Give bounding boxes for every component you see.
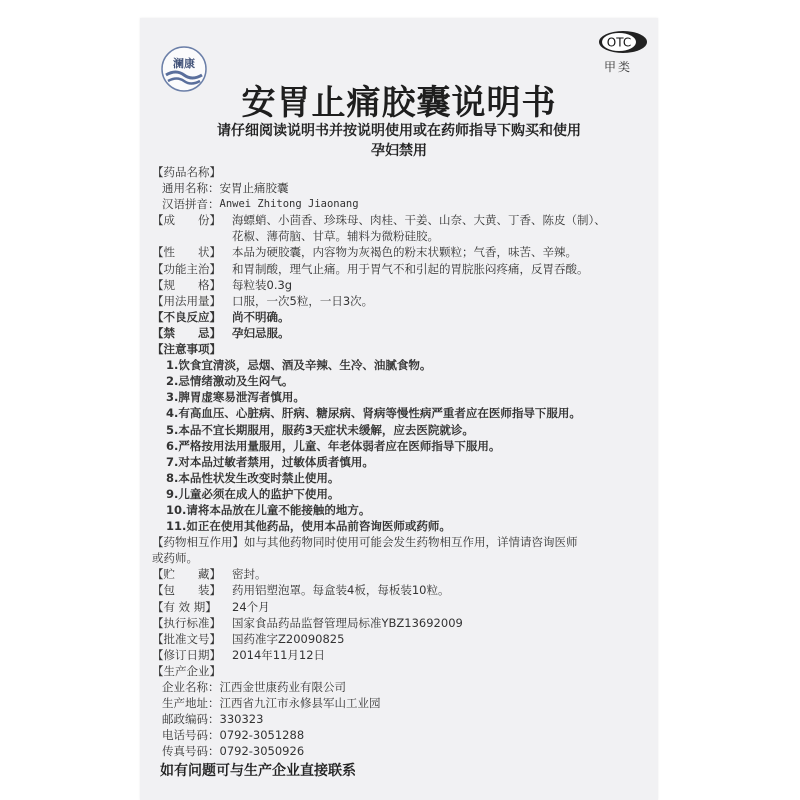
storage-value: 密封。 [232,567,267,582]
manufacturer-address-value: 江西省九江市永修县军山工业园 [219,696,381,711]
spec-label: 【规 格】 [152,277,221,292]
manufacturer-zip-label: 邮政编码： [162,712,220,727]
package-label: 【包 装】 [152,583,221,598]
precaution-item: 6.严格按用法用量服用，儿童、年老体弱者应在医师指导下服用。 [166,438,501,453]
composition-row [152,212,652,228]
adverse-label: 【不良反应】 [152,309,221,324]
interaction-row [152,534,652,550]
indication-value: 和胃制酸，理气止痛。用于胃气不和引起的胃脘胀闷疼痛，反胃吞酸。 [232,261,589,276]
package-value: 药用铝塑泡罩。每盒装4板，每板装10粒。 [232,583,450,598]
generic-name-label: 通用名称： [162,181,220,196]
manufacturer-name-row [152,679,652,695]
revision-row [152,647,652,663]
storage-label: 【贮 藏】 [152,567,221,582]
manufacturer-heading: 【生产企业】 [152,663,221,678]
revision-label: 【修订日期】 [152,647,221,662]
indication-label: 【功能主治】 [152,261,221,276]
manufacturer-tel-row [152,727,652,743]
precaution-item: 5.本品不宜长期服用，服药3天症状未缓解，应去医院就诊。 [166,422,474,437]
drug-name-heading: 【药品名称】 [152,165,221,179]
interaction-label: 【药物相互作用】 [152,535,244,550]
validity-value: 24个月 [232,599,270,614]
manufacturer-zip-row [152,711,652,727]
dosage-row [152,293,652,309]
manufacturer-fax-row [152,743,652,759]
standard-row [152,615,652,631]
spec-row [152,277,652,293]
contact-footer: 如有问题可与生产企业直接联系 [160,763,356,779]
precaution-item: 7.对本品过敏者禁用，过敏体质者慎用。 [166,454,374,469]
pinyin-label: 汉语拼音： [162,197,220,212]
composition-value-2: 花椒、薄荷脑、甘草。辅料为微粉硅胶。 [232,229,439,244]
manufacturer-name-value: 江西金世康药业有限公司 [219,680,346,694]
precaution-item: 11.如正在使用其他药品，使用本品前咨询医师或药师。 [166,519,451,534]
revision-value: 2014年11月12日 [232,647,326,662]
manufacturer-name-label: 企业名称： [162,680,220,694]
brand-logo-text: 澜康 [173,57,195,70]
leaflet-content [152,164,652,759]
composition-value-1: 海螵蛸、小茴香、珍珠母、肉桂、干姜、山奈、大黄、丁香、陈皮（制）、 [232,213,606,228]
pinyin-row [152,196,652,212]
contraindication-value: 孕妇忌服。 [232,325,290,340]
approval-label: 【批准文号】 [152,631,221,646]
adverse-row [152,309,652,325]
manufacturer-address-label: 生产地址： [162,696,220,711]
usage-notice: 请仔细阅读说明书并按说明使用或在药师指导下购买和使用 [217,123,581,139]
precaution-item: 3.脾胃虚寒易泄泻者慎用。 [166,390,305,405]
character-row [152,244,652,260]
precautions-heading: 【注意事项】 [152,342,221,357]
character-value: 本品为硬胶囊，内容物为灰褐色的粉末状颗粒；气香，味苦、辛辣。 [232,245,577,260]
contraindication-label: 【禁 忌】 [152,325,221,340]
document-title: 安胃止痛胶囊说明书 [241,83,557,123]
precaution-item: 2.忌情绪激动及生闷气。 [166,374,294,389]
interaction-value-1: 如与其他药物同时使用可能会发生药物相互作用，详情请咨询医师 [244,535,578,550]
precaution-item: 10.请将本品放在儿童不能接触的地方。 [166,502,371,517]
manufacturer-address-row [152,695,652,711]
indication-row [152,261,652,277]
generic-name-value: 安胃止痛胶囊 [219,181,289,196]
standard-value: 国家食品药品监督管理局标准YBZ13692009 [232,615,463,630]
character-label: 【性 状】 [152,245,221,260]
otc-badge [598,30,648,54]
package-row [152,582,652,598]
approval-value: 国药准字Z20090825 [232,631,345,646]
manufacturer-zip-value: 330323 [219,712,264,727]
manufacturer-tel-value: 0792-3051288 [219,728,305,743]
approval-row [152,631,652,647]
precaution-item: 8.本品性状发生改变时禁止使用。 [166,470,340,485]
precaution-item: 9.儿童必须在成人的监护下使用。 [166,486,340,501]
precaution-item: 1.饮食宜清淡，忌烟、酒及辛辣、生冷、油腻食物。 [166,358,432,373]
otc-class-label: 甲类 [604,60,633,74]
manufacturer-fax-label: 传真号码： [162,744,220,759]
validity-row [152,599,652,615]
precaution-item: 4.有高血压、心脏病、肝病、糖尿病、肾病等慢性病严重者应在医师指导下服用。 [166,406,581,421]
storage-row [152,566,652,582]
validity-label: 【有 效 期】 [152,599,217,614]
otc-badge-text: OTC [606,35,632,50]
adverse-value: 尚不明确。 [232,309,290,324]
manufacturer-tel-label: 电话号码： [162,728,220,743]
dosage-label: 【用法用量】 [152,293,221,308]
pregnancy-warning: 孕妇禁用 [371,143,427,159]
composition-label: 【成 份】 [152,213,221,228]
manufacturer-fax-value: 0792-3050926 [219,744,305,759]
standard-label: 【执行标准】 [152,615,221,630]
dosage-value: 口服，一次5粒，一日3次。 [232,293,374,308]
generic-name-row [152,180,652,196]
contraindication-row [152,325,652,341]
pinyin-value: Anwei Zhitong Jiaonang [219,198,359,211]
interaction-value-2: 或药师。 [152,551,198,566]
spec-value: 每粒装0.3g [232,277,293,292]
